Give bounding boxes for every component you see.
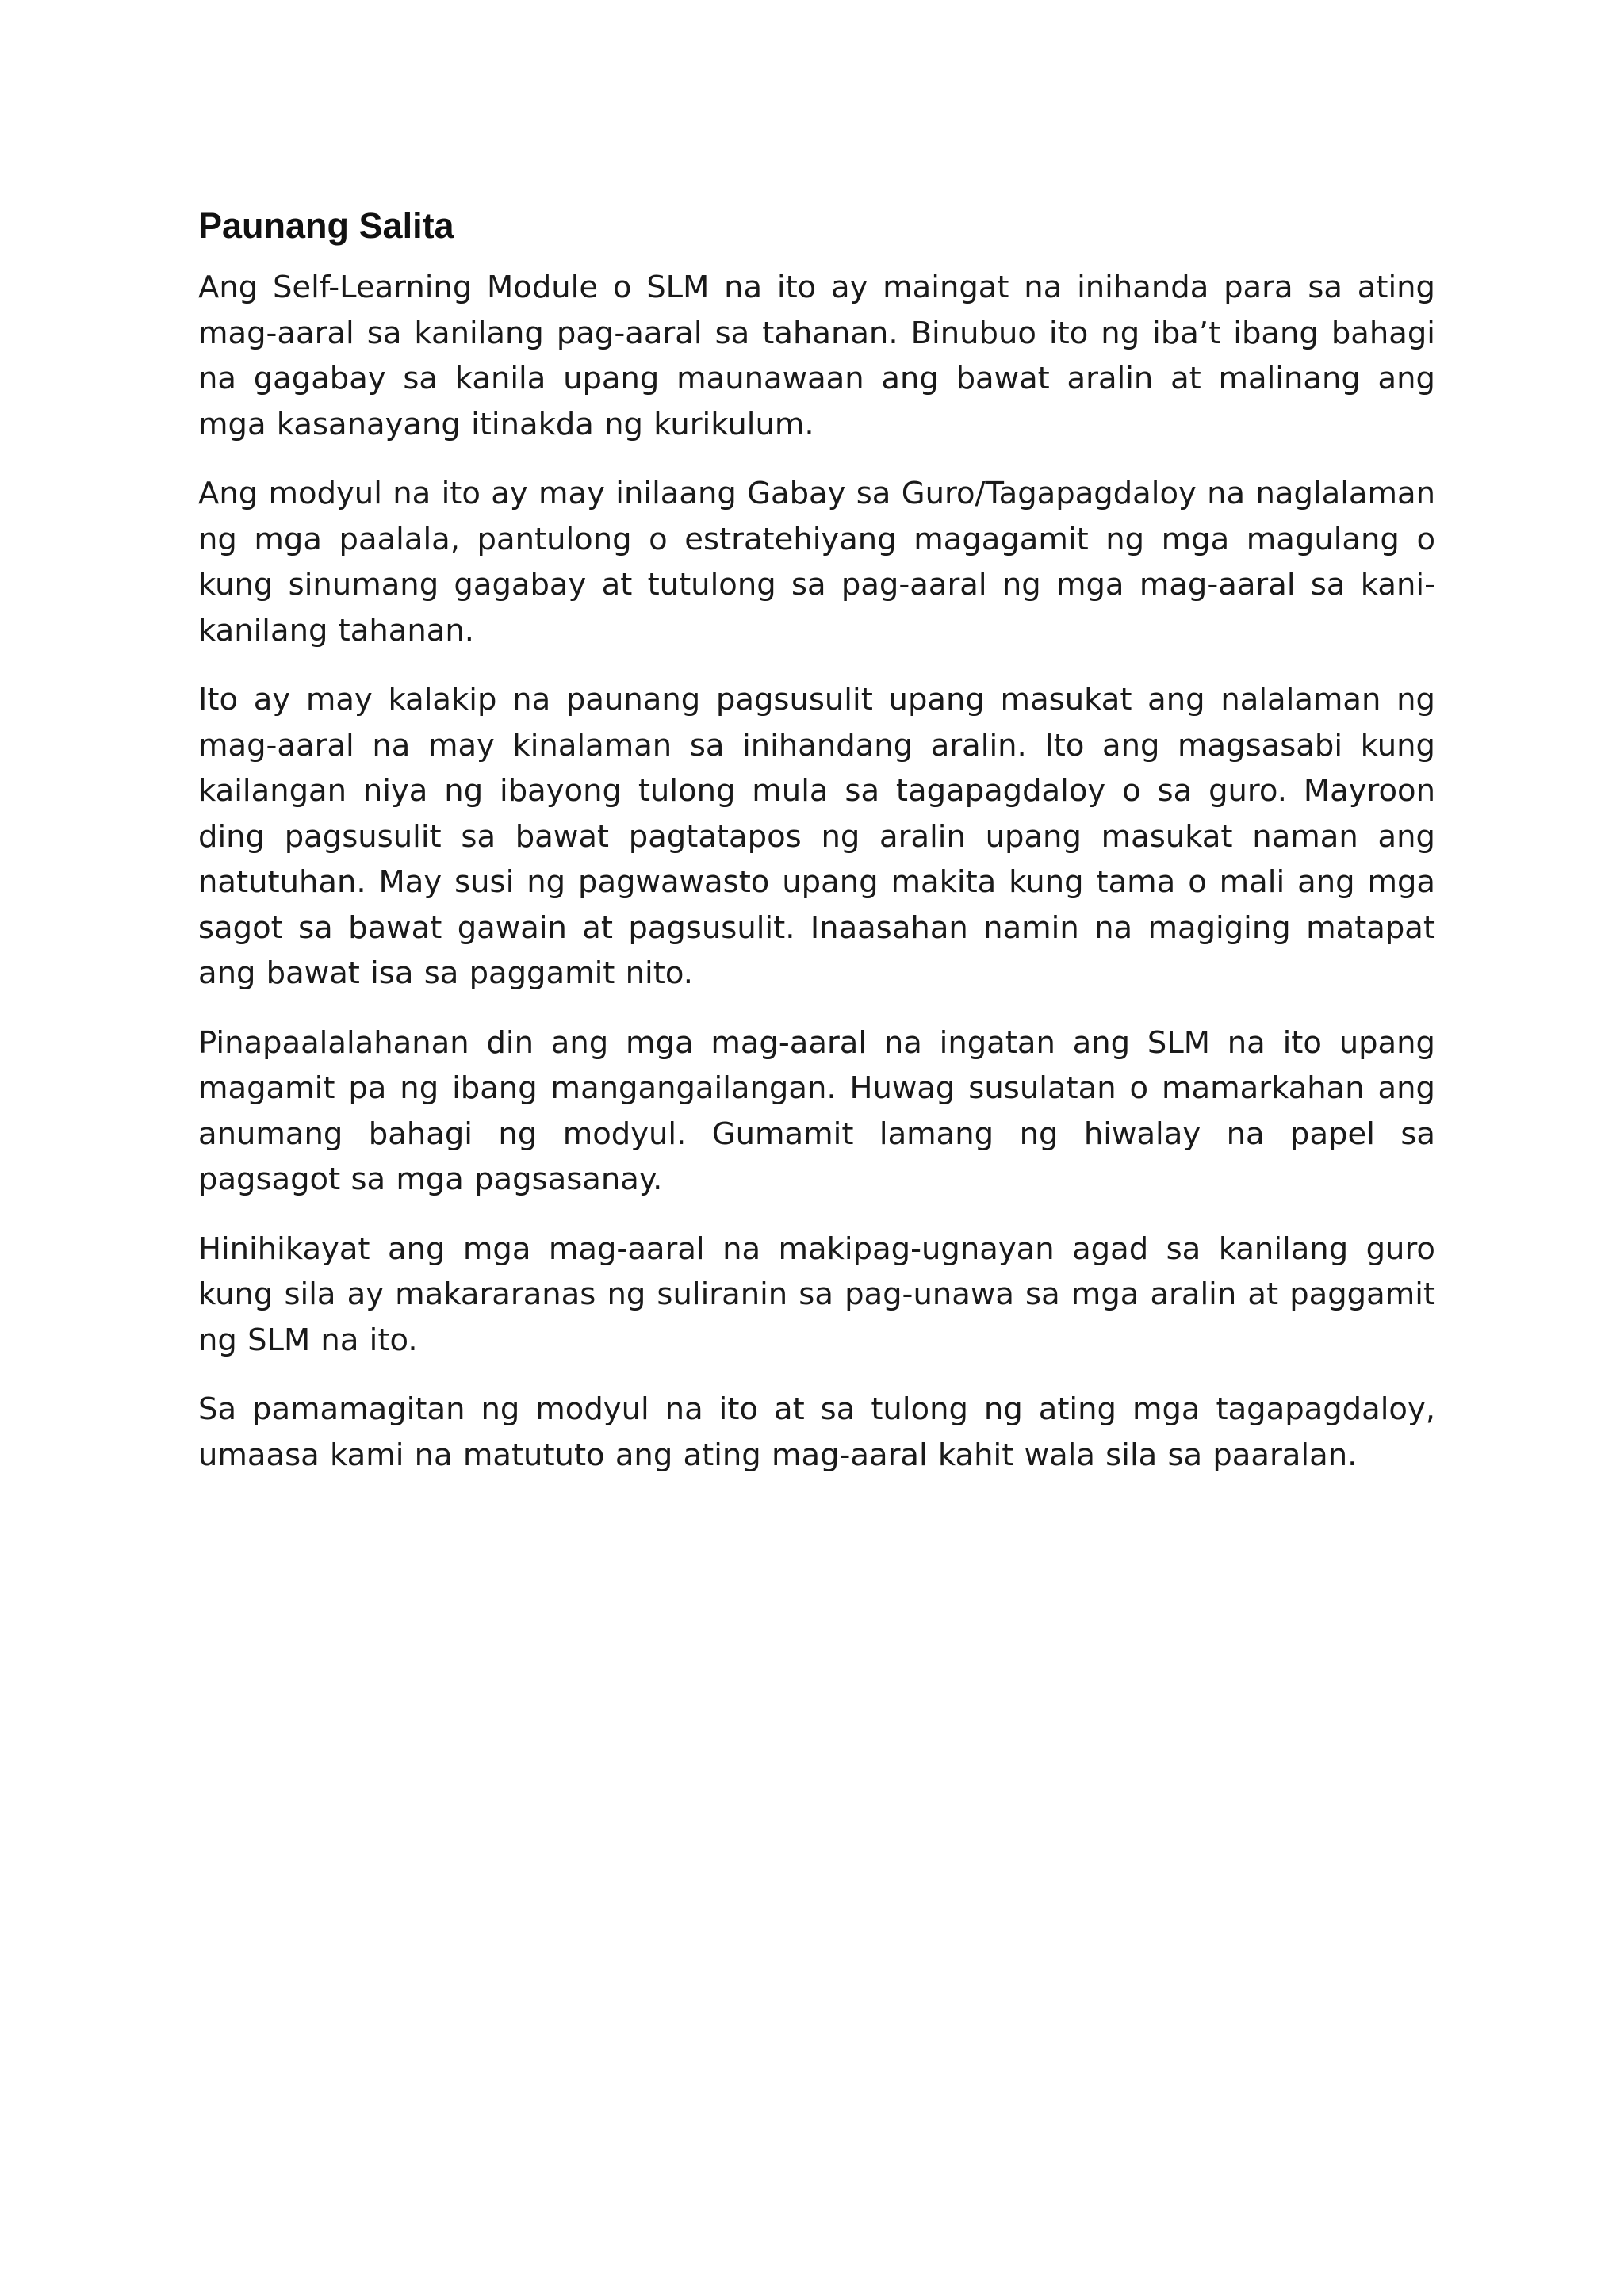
paragraph-closing: Sa pamamagitan ng modyul na ito at sa tulong ng ating mga tagapagdaloy, umaasa kami na matututo ang ating mag-aaral kahit wala sila sa paaralan. bbox=[198, 1391, 1435, 1473]
paragraph-pretest: Ito ay may kalakip na paunang pagsusulit upang masukat ang nalalaman ng mag-aaral na may kinalaman sa inihandang aralin. Ito ang magsasabi kung kailangan niya ng ibayong tulong mula sa tagapagdaloy o sa guro. Mayroon ding pagsusulit sa bawat pagtatapos ng aralin upang masukat naman ang natutuhan. May susi ng pagwawasto upang makita kung tama o mali ang mga sagot sa bawat gawain at pagsusulit. Inaasahan namin na magiging matapat ang bawat isa sa paggamit nito. bbox=[198, 682, 1435, 991]
paragraph-encouragement: Hinihikayat ang mga mag-aaral na makipag-ugnayan agad sa kanilang guro kung sila ay makararanas ng suliranin sa pag-unawa sa mga aralin at paggamit ng SLM na ito. bbox=[198, 1230, 1435, 1358]
paragraph-reminder: Pinapaalalahanan din ang mga mag-aaral na ingatan ang SLM na ito upang magamit pa ng ibang mangangailangan. Huwag susulatan o mamarkahan ang anumang bahagi ng modyul. Gumamit lamang ng hiwalay na papel sa pagsagot sa mga pagsasanay. bbox=[198, 1024, 1435, 1197]
paragraph-intro: Ang Self-Learning Module o SLM na ito ay maingat na inihanda para sa ating mag-aaral sa kanilang pag-aaral sa tahanan. Binubuo ito ng iba’t ibang bahagi na gagabay sa kanila upang maunawaan ang bawat aralin at malinang ang mga kasanayang itinakda ng kurikulum. bbox=[198, 270, 1435, 442]
page-title: Paunang Salita bbox=[198, 205, 454, 246]
paragraph-teacher-guide: Ang modyul na ito ay may inilaang Gabay sa Guro/Tagapagdaloy na naglalaman ng mga paalala, pantulong o estratehiyang magagamit ng mga magulang o kung sinumang gagabay at tutulong sa pag-aaral ng mga mag-aaral sa kani-kanilang tahanan. bbox=[198, 476, 1435, 649]
document-body bbox=[198, 205, 1435, 1502]
